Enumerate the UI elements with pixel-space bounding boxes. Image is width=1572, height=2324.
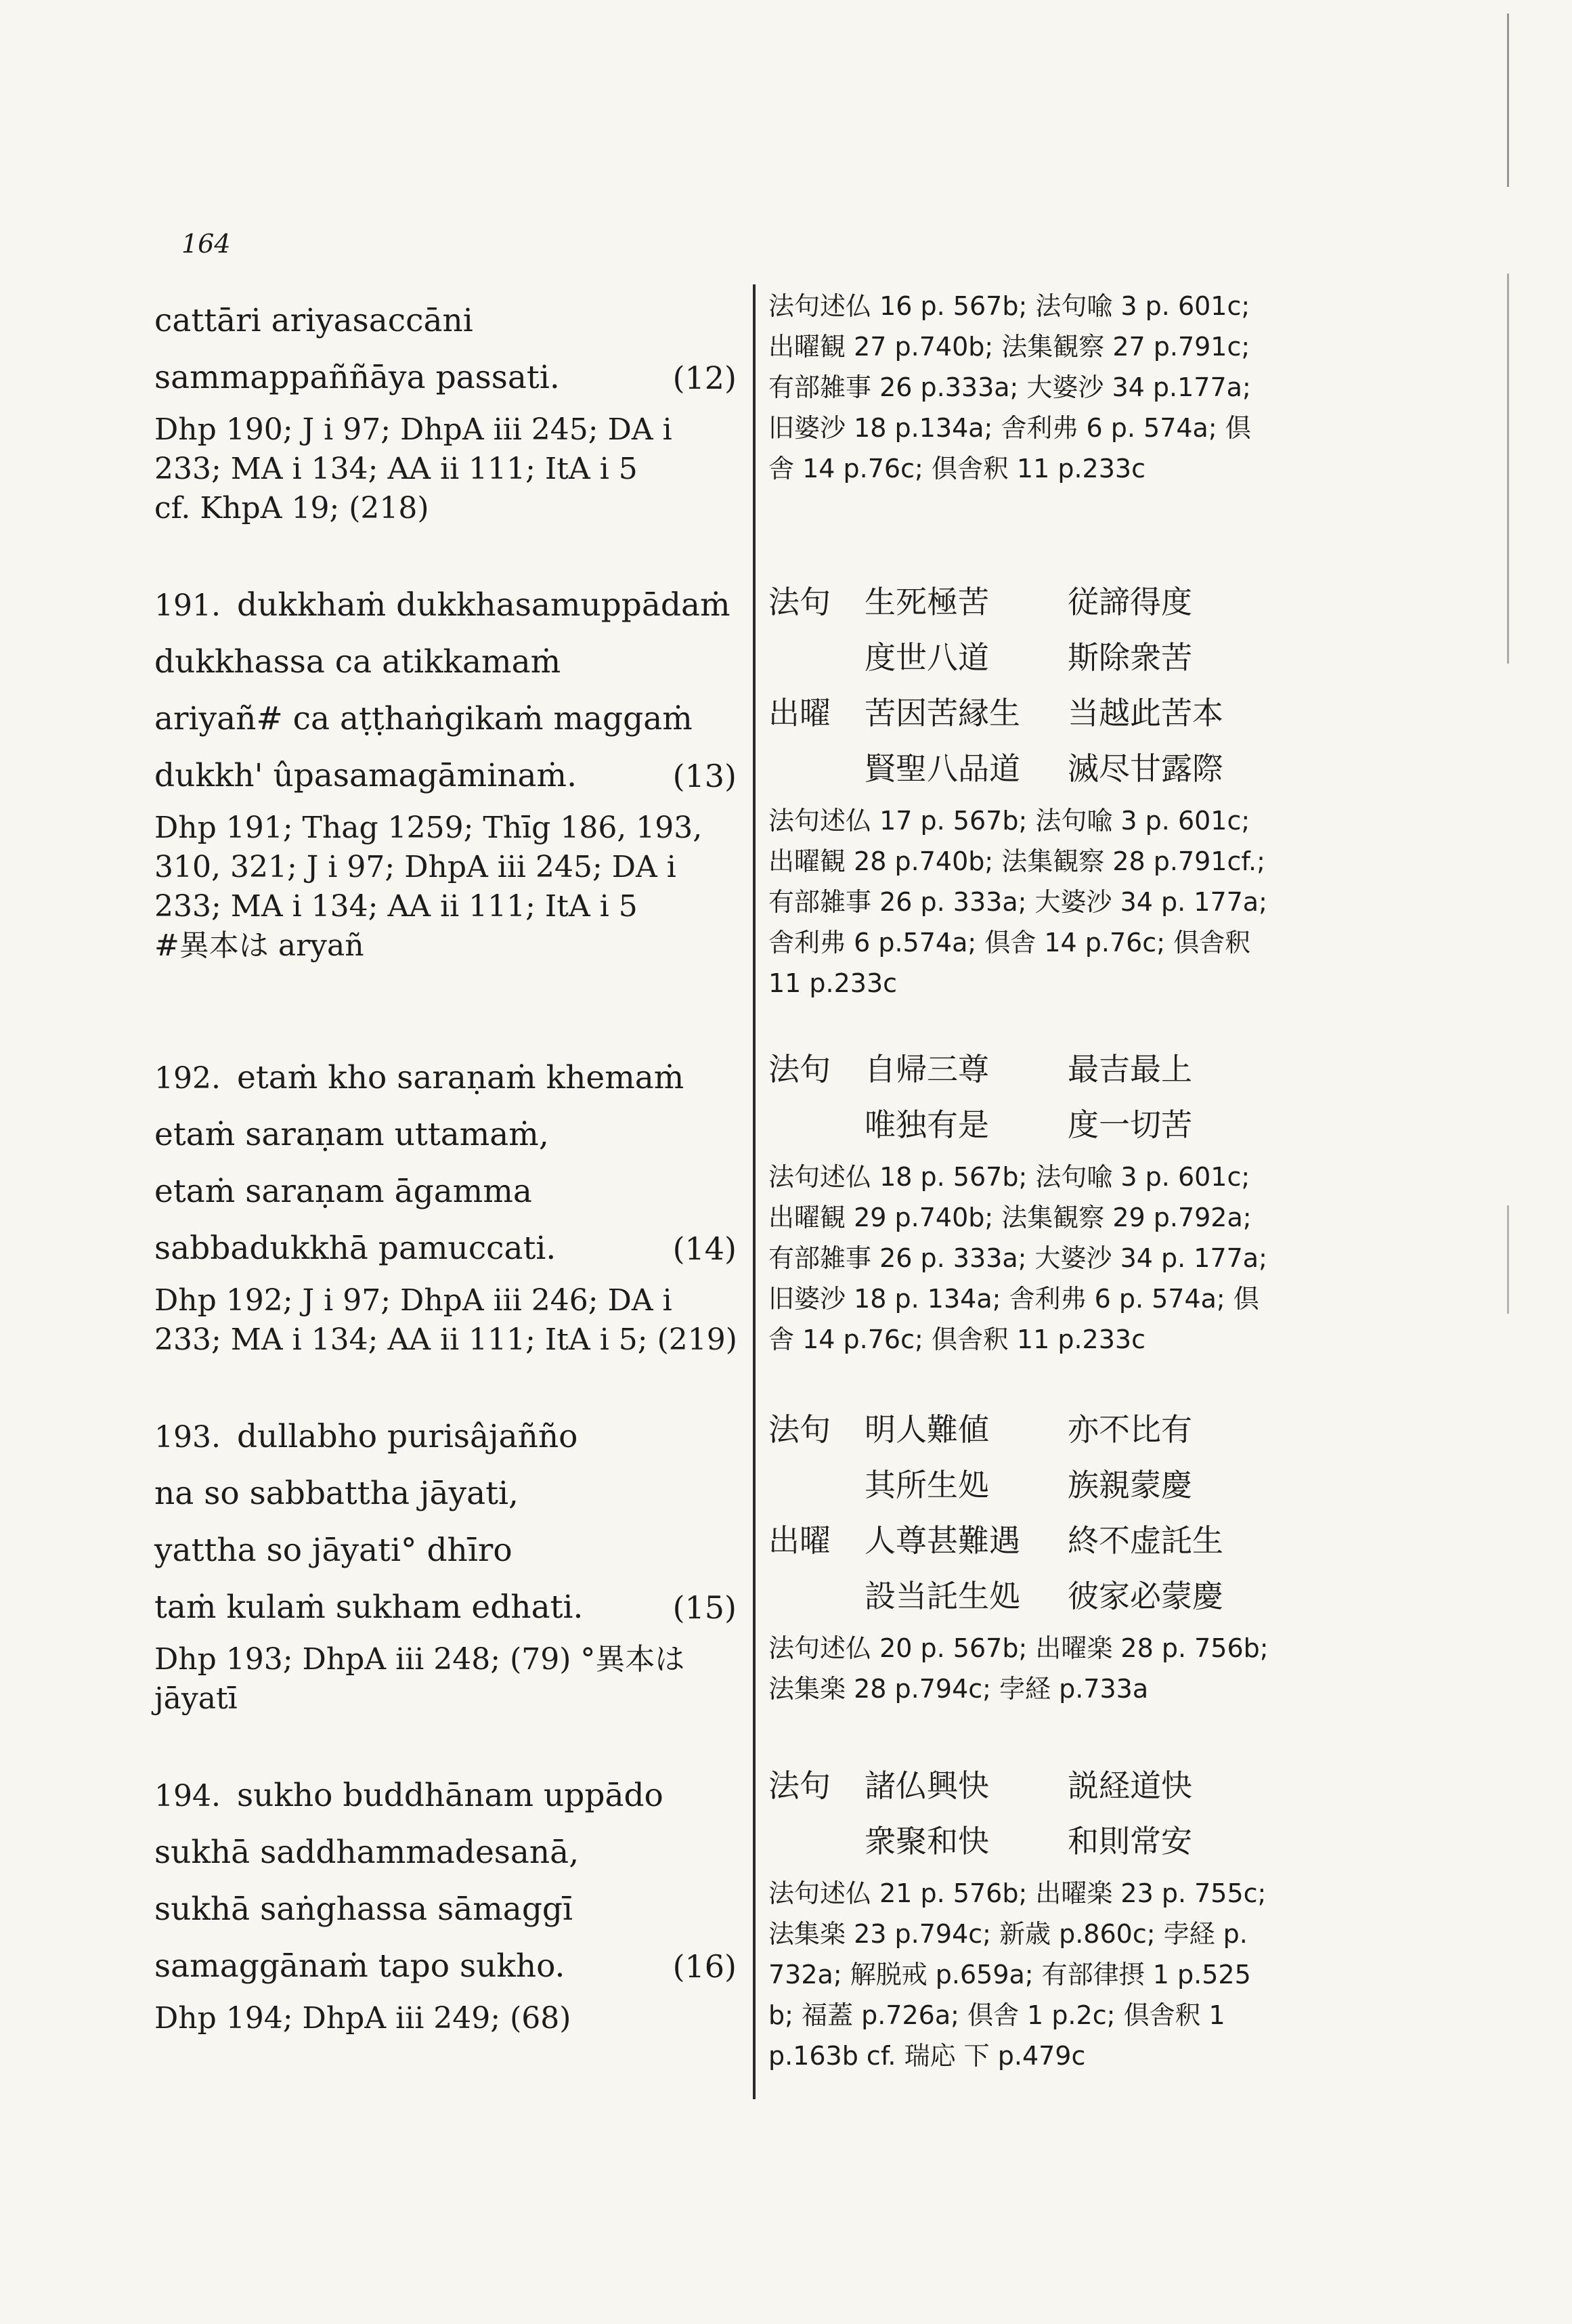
parallel-refs <box>768 1628 1364 1709</box>
parallel-line <box>768 1097 1364 1153</box>
verse-line <box>154 349 737 406</box>
verse-line-text: ariyañ# ca aṭṭhaṅgikaṁ maggaṁ <box>154 700 693 737</box>
page-edge-mark <box>1507 14 1509 2180</box>
parallel-phrase: 生死極苦 <box>865 584 989 620</box>
ref-line: 法句述仏 16 p. 567b; 法句喩 3 p. 601c; <box>768 291 1250 321</box>
verse-line-text: sukho buddhānam uppādo <box>237 1777 663 1814</box>
parallel-line <box>768 1513 1364 1568</box>
ref-line: b; 福蓋 p.726a; 倶舎 1 p.2c; 倶舎釈 1 <box>768 2000 1225 2030</box>
parallel-line <box>768 1457 1364 1513</box>
ref-line: 法句述仏 17 p. 567b; 法句喩 3 p. 601c; <box>768 806 1250 836</box>
parallel-phrase: 其所生処 <box>865 1467 989 1503</box>
ref-line: 出曜観 29 p.740b; 法集観察 29 p.792a; <box>768 1203 1252 1232</box>
parallel-block-191 <box>768 574 1364 1004</box>
ref-line: 732a; 解脱戒 p.659a; 有部律摂 1 p.525 <box>768 1960 1251 1989</box>
ref-line: 旧婆沙 18 p.134a; 舎利弗 6 p. 574a; 倶 <box>768 413 1251 443</box>
verse-number: 191. <box>154 588 221 623</box>
verse-line <box>154 1579 737 1636</box>
ref-line: Dhp 194; DhpA iii 249; (68) <box>154 2001 571 2036</box>
parallel-phrase: 当越此苦本 <box>1068 695 1223 731</box>
parallel-block-190 <box>768 286 1364 489</box>
parallel-phrase: 人尊甚難遇 <box>865 1522 1020 1559</box>
ref-line: 有部雑事 26 p. 333a; 大婆沙 34 p. 177a; <box>768 1243 1267 1273</box>
verse-line-text: dukkhassa ca atikkamaṁ <box>154 643 561 681</box>
verse-line <box>154 1824 737 1881</box>
ref-line: 舎 14 p.76c; 倶舎釈 11 p.233c <box>768 1325 1145 1354</box>
parallel-refs <box>768 286 1364 489</box>
ref-line: 法句述仏 18 p. 567b; 法句喩 3 p. 601c; <box>768 1162 1250 1192</box>
verse-line <box>154 1881 737 1938</box>
ref-line: 出曜観 27 p.740b; 法集観察 27 p.791c; <box>768 332 1250 362</box>
ref-line: 310, 321; J i 97; DhpA iii 245; DA i <box>154 850 676 884</box>
verse-line-text: sukhā saṅghassa sāmaggī <box>154 1891 573 1928</box>
ref-line: p.163b cf. 瑞応 下 p.479c <box>768 2041 1086 2071</box>
ref-line: 233; MA i 134; AA ii 111; ItA i 5 <box>154 889 638 924</box>
verse-line <box>154 1163 737 1220</box>
verse-line <box>154 634 737 691</box>
parallel-phrase: 彼家必蒙慶 <box>1068 1578 1223 1614</box>
parallel-phrase: 和則常安 <box>1068 1823 1192 1859</box>
parallel-phrase: 度一切苦 <box>1068 1106 1192 1143</box>
ref-line: 233; MA i 134; AA ii 111; ItA i 5; (219) <box>154 1322 737 1357</box>
verse-marker: (13) <box>672 758 737 794</box>
parallel-phrase: 終不虚託生 <box>1068 1522 1223 1559</box>
verse-marker: (12) <box>672 360 737 396</box>
verse-line-text: yattha so jāyati° dhīro <box>154 1532 512 1569</box>
parallel-source: 出曜 <box>768 695 831 731</box>
parallel-phrase: 族親蒙慶 <box>1068 1467 1192 1503</box>
parallel-refs <box>768 1873 1364 2076</box>
parallel-line <box>768 1813 1364 1869</box>
verse-line-text: cattāri ariyasaccāni <box>154 302 473 339</box>
verse-line-text: taṁ kulaṁ sukham edhati. <box>154 1589 584 1626</box>
ref-line: 舎 14 p.76c; 倶舎釈 11 p.233c <box>768 454 1145 483</box>
verse-line-text: na so sabbattha jāyati, <box>154 1475 519 1512</box>
verse-refs <box>154 1281 737 1360</box>
verse-marker: (14) <box>672 1230 737 1267</box>
ref-line: 旧婆沙 18 p. 134a; 舎利弗 6 p. 574a; 倶 <box>768 1284 1259 1314</box>
ref-line: 法句述仏 21 p. 576b; 出曜楽 23 p. 755c; <box>768 1878 1267 1908</box>
verse-line-text: sukhā saddhammadesanā, <box>154 1834 580 1871</box>
parallel-phrase: 唯独有是 <box>865 1106 989 1143</box>
verse-line-text: samaggānaṁ tapo sukho. <box>154 1948 565 1985</box>
ref-line: #異本は aryañ <box>154 928 364 963</box>
verse-number: 194. <box>154 1779 221 1813</box>
parallel-refs <box>768 800 1364 1004</box>
verse-number: 192. <box>154 1061 221 1096</box>
parallel-phrase: 斯除衆苦 <box>1068 639 1192 676</box>
verse-line <box>154 293 737 349</box>
verse-block-194 <box>154 1767 737 2038</box>
verse-line <box>154 577 737 634</box>
ref-line: Dhp 192; J i 97; DhpA iii 246; DA i <box>154 1283 672 1318</box>
verse-line <box>154 1465 737 1522</box>
ref-line: 法集楽 28 p.794c; 孛経 p.733a <box>768 1674 1149 1704</box>
verse-line-text: dullabho purisâjañño <box>237 1418 578 1455</box>
parallel-source: 法句 <box>768 1767 831 1804</box>
verse-refs <box>154 1999 737 2038</box>
parallel-line <box>768 1568 1364 1624</box>
parallel-line <box>768 741 1364 796</box>
parallel-source: 法句 <box>768 584 831 620</box>
verse-refs <box>154 809 737 966</box>
verse-line <box>154 1938 737 1995</box>
verse-marker: (15) <box>672 1589 737 1626</box>
verse-block-191 <box>154 577 737 966</box>
ref-line: jāyatī <box>154 1681 238 1716</box>
verse-block-193 <box>154 1408 737 1719</box>
ref-line: cf. KhpA 19; (218) <box>154 491 429 525</box>
verse-number: 193. <box>154 1420 221 1455</box>
parallel-phrase: 苦因苦縁生 <box>865 695 1020 731</box>
parallel-phrase: 亦不比有 <box>1068 1411 1192 1448</box>
parallel-phrase: 諸仏興快 <box>865 1767 989 1804</box>
ref-line: 法句述仏 20 p. 567b; 出曜楽 28 p. 756b; <box>768 1633 1269 1663</box>
parallel-phrase: 明人難値 <box>865 1411 989 1448</box>
page-number: 164 <box>181 229 231 259</box>
ref-line: 有部雑事 26 p.333a; 大婆沙 34 p.177a; <box>768 372 1251 402</box>
ref-line: Dhp 193; DhpA iii 248; (79) °異本は <box>154 1642 685 1677</box>
verse-line <box>154 1050 737 1106</box>
parallel-phrase: 賢聖八品道 <box>865 750 1020 787</box>
parallel-phrase: 度世八道 <box>865 639 989 676</box>
verse-line-text: dukkh' ûpasamagāminaṁ. <box>154 757 577 794</box>
verse-line-text: etaṁ saraṇam uttamaṁ, <box>154 1116 549 1153</box>
verse-line <box>154 1106 737 1163</box>
verse-line-text: etaṁ kho saraṇaṁ khemaṁ <box>237 1059 684 1096</box>
verse-refs <box>154 410 737 528</box>
verse-line <box>154 1767 737 1824</box>
parallel-phrase: 最吉最上 <box>1068 1051 1192 1088</box>
parallel-line <box>768 1041 1364 1097</box>
parallel-source: 出曜 <box>768 1522 831 1559</box>
verse-marker: (16) <box>672 1948 737 1985</box>
parallel-line <box>768 1758 1364 1813</box>
ref-line: 11 p.233c <box>768 968 898 998</box>
verse-line-text: sabbadukkhā pamuccati. <box>154 1230 556 1267</box>
ref-line: 233; MA i 134; AA ii 111; ItA i 5 <box>154 452 638 486</box>
parallel-line <box>768 630 1364 685</box>
verse-block-192 <box>154 1050 737 1360</box>
ref-line: Dhp 191; Thag 1259; Thīg 186, 193, <box>154 811 703 845</box>
parallel-phrase: 説経道快 <box>1068 1767 1192 1804</box>
verse-refs <box>154 1640 737 1719</box>
ref-line: 出曜観 28 p.740b; 法集観察 28 p.791cf.; <box>768 846 1265 876</box>
parallel-line <box>768 685 1364 741</box>
parallel-block-193 <box>768 1402 1364 1709</box>
parallel-phrase: 滅尽甘露際 <box>1068 750 1223 787</box>
ref-line: Dhp 190; J i 97; DhpA iii 245; DA i <box>154 412 672 447</box>
verse-line-text: dukkhaṁ dukkhasamuppādaṁ <box>237 586 730 624</box>
parallel-block-192 <box>768 1041 1364 1360</box>
parallel-line <box>768 1402 1364 1457</box>
parallel-line <box>768 574 1364 630</box>
parallel-source: 法句 <box>768 1051 831 1088</box>
parallel-block-194 <box>768 1758 1364 2076</box>
column-divider <box>753 284 756 2099</box>
verse-line <box>154 1220 737 1277</box>
ref-line: 法集楽 23 p.794c; 新歳 p.860c; 孛経 p. <box>768 1919 1248 1949</box>
verse-line-text: sammappaññāya passati. <box>154 359 560 396</box>
ref-line: 有部雑事 26 p. 333a; 大婆沙 34 p. 177a; <box>768 887 1267 917</box>
ref-line: 舎利弗 6 p.574a; 倶舎 14 p.76c; 倶舎釈 <box>768 928 1251 957</box>
verse-line <box>154 1522 737 1579</box>
parallel-phrase: 自帰三尊 <box>865 1051 989 1088</box>
verse-line <box>154 748 737 804</box>
parallel-phrase: 従諦得度 <box>1068 584 1192 620</box>
verse-line <box>154 1408 737 1465</box>
verse-line <box>154 691 737 748</box>
verse-line-text: etaṁ saraṇam āgamma <box>154 1173 532 1210</box>
parallel-phrase: 設当託生処 <box>865 1578 1020 1614</box>
parallel-source: 法句 <box>768 1411 831 1448</box>
parallel-refs <box>768 1157 1364 1360</box>
verse-block-190 <box>154 293 737 528</box>
parallel-phrase: 衆聚和快 <box>865 1823 989 1859</box>
